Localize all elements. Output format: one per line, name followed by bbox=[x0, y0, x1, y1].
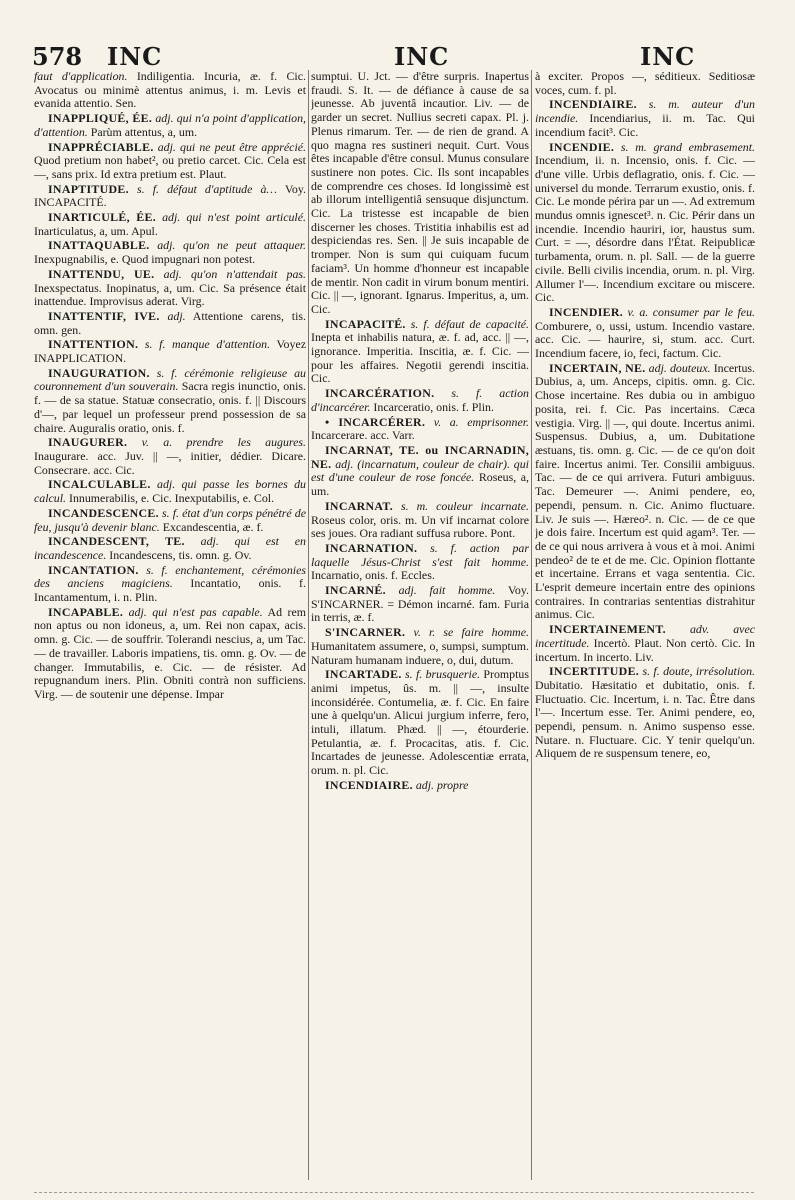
entry-translation: Incarceratio, onis. f. Plin. bbox=[370, 399, 494, 414]
dictionary-column-3 bbox=[535, 70, 755, 1180]
dictionary-entry bbox=[535, 98, 755, 139]
entry-headword: INAPTITUDE. bbox=[48, 181, 129, 196]
entry-headword: INCALCULABLE. bbox=[48, 477, 151, 492]
dictionary-entry bbox=[311, 584, 529, 625]
entry-definition: faut d'application. bbox=[34, 70, 128, 83]
entry-translation: Inepta et inhabilis natura, æ. f. ad, acc. || —, ignorance. Imperitia. Inscitia, æ. f. Cic. — pour les affaires. Negotii gerendi inscitia. Cic. bbox=[311, 330, 529, 386]
entry-definition: v. r. se faire homme. bbox=[405, 625, 529, 640]
dictionary-entry bbox=[311, 626, 529, 667]
entry-definition: adj. qui n'est pas capable. bbox=[123, 604, 263, 619]
header-word-left: INC bbox=[107, 42, 163, 71]
entry-translation: Indiligentia. Incuria, æ. f. Cic. Avocatus ou minimè attentus animus, i. m. Levis et evanida attentio. Sen. bbox=[34, 70, 306, 111]
dictionary-entry bbox=[34, 112, 306, 139]
entry-headword: INCANTATION. bbox=[48, 562, 139, 577]
header-word-center: INC bbox=[394, 42, 450, 71]
entry-headword: INCENDIAIRE. bbox=[325, 777, 413, 792]
entry-headword: INATTENTIF, IVE. bbox=[48, 308, 160, 323]
entry-translation: Incarcerare. acc. Varr. bbox=[311, 428, 415, 443]
entry-translation: Humanitatem assumere, o, sumpsi, sumptum. Naturam humanam induere, o, dui, dutum. bbox=[311, 638, 529, 667]
entry-headword: INCENDIAIRE. bbox=[549, 97, 637, 112]
dictionary-entry bbox=[311, 70, 529, 317]
entry-definition: adj. fait homme. bbox=[385, 583, 496, 598]
entry-headword: INAPPLIQUÉ, ÉE. bbox=[48, 111, 153, 126]
dictionary-entry bbox=[34, 507, 306, 534]
entry-headword: INCAPACITÉ. bbox=[325, 316, 406, 331]
entry-headword: INCERTITUDE. bbox=[549, 664, 640, 679]
dictionary-entry bbox=[34, 211, 306, 238]
entry-translation: Voy. S'INCARNER. = Démon incarné. fam. Furia in terris, æ. f. bbox=[311, 583, 529, 625]
entry-definition: s. f. défaut de capacité. bbox=[405, 316, 529, 331]
entry-headword: INCARNAT. bbox=[325, 498, 393, 513]
dictionary-entry bbox=[311, 444, 529, 499]
entry-translation: Parùm attentus, a, um. bbox=[87, 124, 198, 139]
entry-translation: Inexspectatus. Inopinatus, a, um. Cic. Sa présence était inattendue. Improvisus aderat. Virg. bbox=[34, 280, 306, 309]
entry-definition: s. f. cérémonie religieuse au couronnement d'un souverain. bbox=[34, 365, 306, 394]
entry-headword: INAUGURER. bbox=[48, 435, 128, 450]
entry-headword: INCARCÉRATION. bbox=[325, 386, 435, 401]
entry-definition: s. f. doute, irrésolution. bbox=[639, 664, 755, 679]
entry-headword: INCARTADE. bbox=[325, 667, 402, 682]
dictionary-entry bbox=[535, 70, 755, 97]
entry-definition: adj. qu'on ne peut attaquer. bbox=[149, 238, 306, 253]
dictionary-entry bbox=[311, 779, 529, 793]
entry-definition: s. f. brusquerie. bbox=[401, 667, 481, 682]
entry-translation: Promptus animi impetus, ûs. m. || —, insulte inconsidérée. Contumelia, æ. f. Cic. En faire une à quelqu'un. Alicui jurgium inferre, fero, intuli, illatum. Phæd. || —, étourderie. Petulantia, æ. f. Procacitas, atis. f. Cic. Incartades de jeunesse. Adolescentiæ errata, orum. n. pl. Cic. bbox=[311, 667, 529, 778]
dictionary-entry bbox=[311, 387, 529, 414]
entry-headword: • INCARCÉRER. bbox=[325, 414, 426, 429]
dictionary-entry bbox=[34, 310, 306, 337]
entry-headword: INCENDIER. bbox=[549, 304, 624, 319]
entry-definition: adj. (incarnatum, couleur de chair). qui est d'une couleur de rose foncée. bbox=[311, 456, 529, 485]
entry-definition: adj. douteux. bbox=[645, 360, 711, 375]
entry-translation: Comburere, o, ussi, ustum. Incendio vastare. acc. Cic. — haurire, si, stum. acc. Curt. Incendium facere, io, feci, factum. Cic. bbox=[535, 318, 755, 361]
entry-translation: Attentione carens, tis. omn. gen. bbox=[34, 308, 306, 337]
entry-definition: adj. qui ne peut être apprécié. bbox=[153, 139, 306, 154]
header-word-right: INC bbox=[640, 42, 696, 71]
entry-definition: s. f. état d'un corps pénétré de feu, jusqu'à devenir blanc. bbox=[34, 505, 306, 534]
entry-definition: s. m. auteur d'un incendie. bbox=[535, 97, 755, 126]
dictionary-entry bbox=[535, 665, 755, 761]
dictionary-entry bbox=[34, 70, 306, 111]
entry-definition: adj. qui est en incandescence. bbox=[34, 534, 306, 562]
dictionary-entry bbox=[34, 478, 306, 505]
dictionary-entry bbox=[311, 318, 529, 387]
dictionary-entry bbox=[311, 416, 529, 443]
entry-definition: s. f. défaut d'aptitude à… bbox=[128, 181, 277, 196]
entry-definition: s. m. grand embrasement. bbox=[614, 139, 755, 154]
entry-translation: Incantatio, onis. f. Incantamentum, i. n. Plin. bbox=[34, 576, 306, 605]
entry-definition: adj. qu'on n'attendait pas. bbox=[154, 266, 306, 281]
dictionary-entry bbox=[34, 183, 306, 210]
entry-headword: INCANDESCENCE. bbox=[48, 505, 159, 520]
entry-translation: Inexpugnabilis, e. Quod impugnari non potest. bbox=[34, 252, 256, 267]
entry-translation: Roseus, a, um. bbox=[311, 470, 529, 499]
entry-definition: v. a. consumer par le feu. bbox=[623, 304, 755, 319]
entry-translation: Incendium, ii. n. Incensio, onis. f. Cic. — d'une ville. Urbis deflagratio, onis. f. Cic. — universel du monde. Terrarum exustio, onis. f. Cic. Le monde périra par un —. Ad extremum mundus omnis ignescet³. n. Cic. Périr dans un incendie. Incendio hauriri, ior, haustus sum. Curt. = —, désordre dans l'État. Reipublicæ turbamenta, orum. n. pl. Sall. — de la guerre civile. Belli civilis incendia, orum. n. pl. Virg. Allumer l'—. Incendium excitare ou miscere. Cic. bbox=[535, 153, 755, 305]
dictionary-entry bbox=[311, 668, 529, 778]
entry-definition: s. f. action par laquelle Jésus-Christ s'est fait homme. bbox=[311, 540, 529, 569]
entry-translation: Incertus. Dubius, a, um. Anceps, cipitis. omn. g. Cic. Chose incertaine. Res dubia ou in ambiguo posita, rei. f. Cic. Pas incertains. Cæca vestigia. Virg. || —, qui doute. Incertus animi. Suspensus. Dubius, a, um. Dubitatione æstuans, tis. omn. g. Cic. — de ce qu'on doit faire. Incertus animi. Ter. Consilii ambiguus. Tac. — de ce qui arrivera. Futuri ambiguus. Tac. Demeurer —. Animi pendere, eo, pependi, pensum. n. Cic. Animo fluctuare. Liv. Je suis —. Hæreo². n. Cic. — de ce que je dois faire. Incertum est quid agam³. Ter. — de ce qui nous arrivera à vous et à moi. Animi pendeo² de te et de me. Cic. Opinion flottante et incertaine. Errans et vaga sententia. Cic. L'esprit demeure incertain entre des opinions contraires. In contrarias sententias distrahitur animus. Cic. bbox=[535, 360, 755, 622]
entry-definition: s. m. couleur incarnate. bbox=[393, 498, 529, 513]
dictionary-entry bbox=[535, 362, 755, 622]
page-number: 578 bbox=[32, 42, 83, 71]
dictionary-column-2 bbox=[311, 70, 529, 1180]
entry-definition: adj. qui n'a point d'application, d'attention. bbox=[34, 111, 306, 139]
dictionary-entry bbox=[34, 338, 306, 365]
entry-headword: INATTAQUABLE. bbox=[48, 238, 150, 253]
entry-headword: INCARNAT, TE. ou INCARNADIN, NE. bbox=[311, 442, 529, 471]
entry-definition: adj. bbox=[159, 308, 186, 323]
dictionary-column-1 bbox=[34, 70, 306, 1180]
entry-headword: INCENDIE. bbox=[549, 139, 615, 154]
dictionary-entry bbox=[34, 141, 306, 182]
entry-translation: Incandescens, tis. omn. g. Ov. bbox=[106, 547, 252, 562]
entry-translation: Incendiarius, ii. m. Tac. Qui incendium facit³. Cic. bbox=[535, 111, 755, 139]
entry-translation: Innumerabilis, e. Cic. Inexputabilis, e. Col. bbox=[66, 491, 275, 506]
entry-headword: INATTENDU, UE. bbox=[48, 266, 155, 281]
entry-definition: adj. qui passe les bornes du calcul. bbox=[34, 477, 306, 506]
bottom-rule bbox=[34, 1192, 754, 1194]
column-rule-right bbox=[531, 70, 532, 1180]
entry-translation: Incertò. Plaut. Non certò. Cic. In incertum. In incerto. Liv. bbox=[535, 635, 755, 664]
dictionary-entry bbox=[34, 606, 306, 702]
entry-headword: INCAPABLE. bbox=[48, 604, 124, 619]
entry-translation: sumptui. U. Jct. — d'être surpris. Inapertus fraudi. S. It. — de défiance à cause de sa jeunesse. Ab juventâ incautior. Liv. — de garder un secret. Nullius secreti capax. Pl. j. Plenus rimarum. Ter. — de rien de grand. A quo magna res sustineri nequit. Curt. Vous êtes incapable d'être consul. Munus consulare sustinere non potes. Cic. Ils sont incapables de comprendre ces choses. Id longissimè est ab illorum intelligentiâ sensuque disjunctum. Cic. La tristesse est incapable de bien discerner les choses. Tristitia inhabilis est ad despiciendas res. Sen. || Je suis incapable de tromper. Non is sum qui cuiquam fucum faciam³. Un homme d'honneur est incapable de mentir. Non cadit in virum bonum mentiri. Cic. || —, ignorant. Ignarus. Imperitus, a, um. Cic. bbox=[311, 70, 529, 316]
entry-translation: Sacra regis inunctio, onis. f. — de sa statue. Statuæ consecratio, onis. f. || Discours d'—, par lequel un professeur prend possession de sa chaire. Auguralis oratio, onis. f. bbox=[34, 379, 306, 435]
entry-translation: Inarticulatus, a, um. Apul. bbox=[34, 223, 158, 238]
dictionary-entry bbox=[535, 623, 755, 664]
entry-headword: INCARNATION. bbox=[325, 540, 418, 555]
dictionary-entry bbox=[34, 367, 306, 436]
entry-translation: Dubitatio. Hæsitatio et dubitatio, onis. f. Fluctuatio. Cic. Incertum, i. n. Tac. Être dans l'—. Incertum esse. Ter. Animi pendere, eo, pependi, pensum. n. Animo suspenso esse. Nutare. n. Fluctuare. Cic. Y tenir quelqu'un. Aliquem de re suspensum tenere, eo, bbox=[535, 677, 755, 761]
entry-definition: adv. avec incertitude. bbox=[535, 622, 755, 650]
entry-definition: s. f. manque d'attention. bbox=[138, 337, 271, 352]
dictionary-entry bbox=[535, 306, 755, 361]
entry-translation: Roseus color, oris. m. Un vif incarnat colore ses joues. Ora radiant suffusa rubore. Pont. bbox=[311, 512, 529, 541]
entry-definition: adj. propre bbox=[412, 777, 469, 792]
dictionary-entry bbox=[535, 141, 755, 305]
entry-headword: S'INCARNER. bbox=[325, 625, 406, 640]
entry-translation: Incarnatio, onis. f. Eccles. bbox=[311, 568, 435, 583]
entry-definition: v. a. emprisonner. bbox=[425, 414, 529, 429]
entry-definition: adj. qui n'est point articulé. bbox=[155, 210, 306, 225]
entry-translation: à exciter. Propos —, séditieux. Seditiosæ voces, cum. f. pl. bbox=[535, 70, 755, 97]
entry-headword: INAPPRÉCIABLE. bbox=[48, 139, 154, 154]
entry-translation: Voyez INAPPLICATION. bbox=[34, 337, 306, 366]
dictionary-entry bbox=[311, 542, 529, 583]
entry-translation: Voy. INCAPACITÉ. bbox=[34, 181, 306, 210]
entry-headword: INAUGURATION. bbox=[48, 365, 150, 380]
dictionary-entry bbox=[311, 500, 529, 541]
entry-headword: INCERTAINEMENT. bbox=[549, 622, 666, 637]
dictionary-entry bbox=[34, 535, 306, 562]
entry-translation: Ad rem non aptus ou non idoneus, a, um. Rei non capax, acis. omn. g. Cic. — de souffrir. Tolerandi nescius, a, um Tac. — de travailler. Laboris impatiens, tis. omn. g. Ov. — de changer. Immutabilis, e. Cic. — de résister. Ad repugnandum iners. Plin. Obniti contrà non sufficiens. Virg. — de soutenir une dépense. Impar bbox=[34, 604, 306, 701]
entry-translation: Quod pretium non habet², ou pretio carcet. Cic. Cela est —, sans prix. Id extra pretium est. Plaut. bbox=[34, 153, 306, 181]
dictionary-entry bbox=[34, 564, 306, 605]
dictionary-entry bbox=[34, 436, 306, 477]
dictionary-entry bbox=[34, 239, 306, 266]
entry-headword: INCARNÉ. bbox=[325, 583, 386, 598]
dictionary-entry bbox=[34, 268, 306, 309]
entry-definition: s. f. enchantement, cérémonies des anciens magiciens. bbox=[34, 562, 306, 591]
entry-headword: INARTICULÉ, ÉE. bbox=[48, 210, 156, 225]
entry-headword: INATTENTION. bbox=[48, 337, 139, 352]
entry-definition: v. a. prendre les augures. bbox=[127, 435, 306, 450]
entry-headword: INCANDESCENT, TE. bbox=[48, 534, 185, 549]
entry-translation: Inaugurare. acc. Juv. || —, initier, dédier. Dicare. Consecrare. acc. Cic. bbox=[34, 448, 306, 477]
entry-translation: Excandescentia, æ. f. bbox=[159, 519, 264, 534]
entry-definition: s. f. action d'incarcérer. bbox=[311, 386, 529, 414]
column-rule-left bbox=[308, 70, 309, 1180]
entry-headword: INCERTAIN, NE. bbox=[549, 360, 646, 375]
